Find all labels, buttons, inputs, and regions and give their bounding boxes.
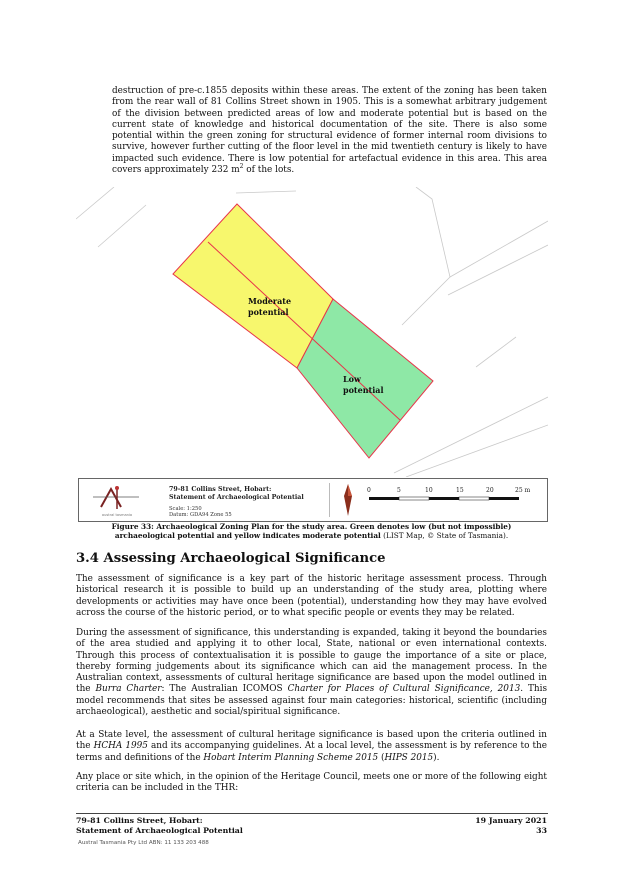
footer-date: 19 January 2021 bbox=[475, 816, 547, 825]
section-heading: 3.4 Assessing Archaeological Significance bbox=[76, 551, 386, 566]
paragraph-4: Any place or site which, in the opinion of the Heritage Council, meets one or more of the following eight criteria can be included in the THR: bbox=[76, 772, 547, 794]
paragraph-3: At a State level, the assessment of cultural heritage significance is based upon the criteria outlined in the HCHA 1995 and its accompanying guidelines. At a local level, the assessment is by reference to the terms and definitions of the Hobart Interim Planning Scheme 2015 (HIPS 2015). bbox=[76, 730, 547, 763]
moderate-label-line1: Moderate bbox=[248, 296, 292, 306]
low-label-line1: Low bbox=[343, 374, 361, 384]
footer-date-page bbox=[430, 816, 547, 835]
scale-tick-label: 15 bbox=[456, 487, 464, 494]
legend-scale-info: Scale: 1:250 Datum: GDA94 Zone 55 bbox=[169, 506, 232, 519]
zoning-map bbox=[76, 187, 548, 477]
paragraph-2: During the assessment of significance, this understanding is expanded, taking it beyond the boundaries of the area studied and applying it to other local, State, national or even international contexts. Through this process of contextualisation it is possible to gauge the importance of a site or place, thereby forming judgements about its significance which can aid the management process. In the Australian context, assessments of cultural heritage significance are based upon the model outlined in the Burra Charter: The Australian ICOMOS Charter for Places of Cultural Significance, 2013. This model recommends that sites be assessed against four main categories: historical, scientific (including archaeological), aesthetic and social/spiritual significance. bbox=[76, 628, 548, 718]
scale-tick-label: 0 bbox=[367, 487, 371, 494]
footer-title: 79-81 Collins Street, Hobart: Statement of Archaeological Potential bbox=[76, 816, 243, 835]
page-number: 33 bbox=[536, 825, 547, 835]
moderate-label-line2: potential bbox=[248, 307, 289, 317]
scale-bar bbox=[365, 483, 545, 517]
figure-caption: Figure 33: Archaeological Zoning Plan for the study area. Green denotes low (but not impossible) archaeological potential and yellow indicates moderate potential (LIST Map, © State of Tasmania). bbox=[111, 522, 512, 541]
scale-tick-label: 20 bbox=[486, 487, 494, 494]
footer-divider bbox=[76, 813, 548, 814]
footer-company: Austral Tasmania Pty Ltd ABN: 11 133 203 488 bbox=[78, 840, 209, 846]
paragraph-1: The assessment of significance is a key part of the historic heritage assessment process. Through historical research it is possible to build up an understanding of the study area, plotting where developments or activities may have once been (potential), understanding how they may have evolved across the course of the historic period, or to what specific people or events they may be related. bbox=[76, 574, 547, 618]
low-label-line2: potential bbox=[343, 385, 384, 395]
moderate-zone bbox=[173, 204, 333, 368]
scale-tick-label: 5 bbox=[397, 487, 401, 494]
scale-tick-label: 10 bbox=[425, 487, 433, 494]
austral-logo bbox=[87, 483, 147, 519]
legend-divider bbox=[329, 483, 330, 517]
intro-paragraph: destruction of pre-c.1855 deposits within these areas. The extent of the zoning has been taken from the rear wall of 81 Collins Street shown in 1905. This is a somewhat arbitrary judgement of the division between predicted areas of low and moderate potential but is based on the current state of knowledge and historical documentation of the site. There is also some potential within the green zoning for structural evidence of former internal room divisions to survive, however further cutting of the floor level in the mid twentieth century is likely to have impacted such evidence. There is low potential for artefactual evidence in this area. This area covers approximately 232 $m^2$ of the lots. bbox=[112, 86, 547, 176]
scale-tick-label: 25 m bbox=[515, 487, 531, 494]
map-legend bbox=[78, 478, 548, 522]
legend-title: 79-81 Collins Street, Hobart: Statement of Archaeological Potential bbox=[169, 486, 304, 501]
north-arrow-icon bbox=[341, 482, 355, 518]
svg-text:austral tasmania: austral tasmania bbox=[101, 513, 133, 517]
